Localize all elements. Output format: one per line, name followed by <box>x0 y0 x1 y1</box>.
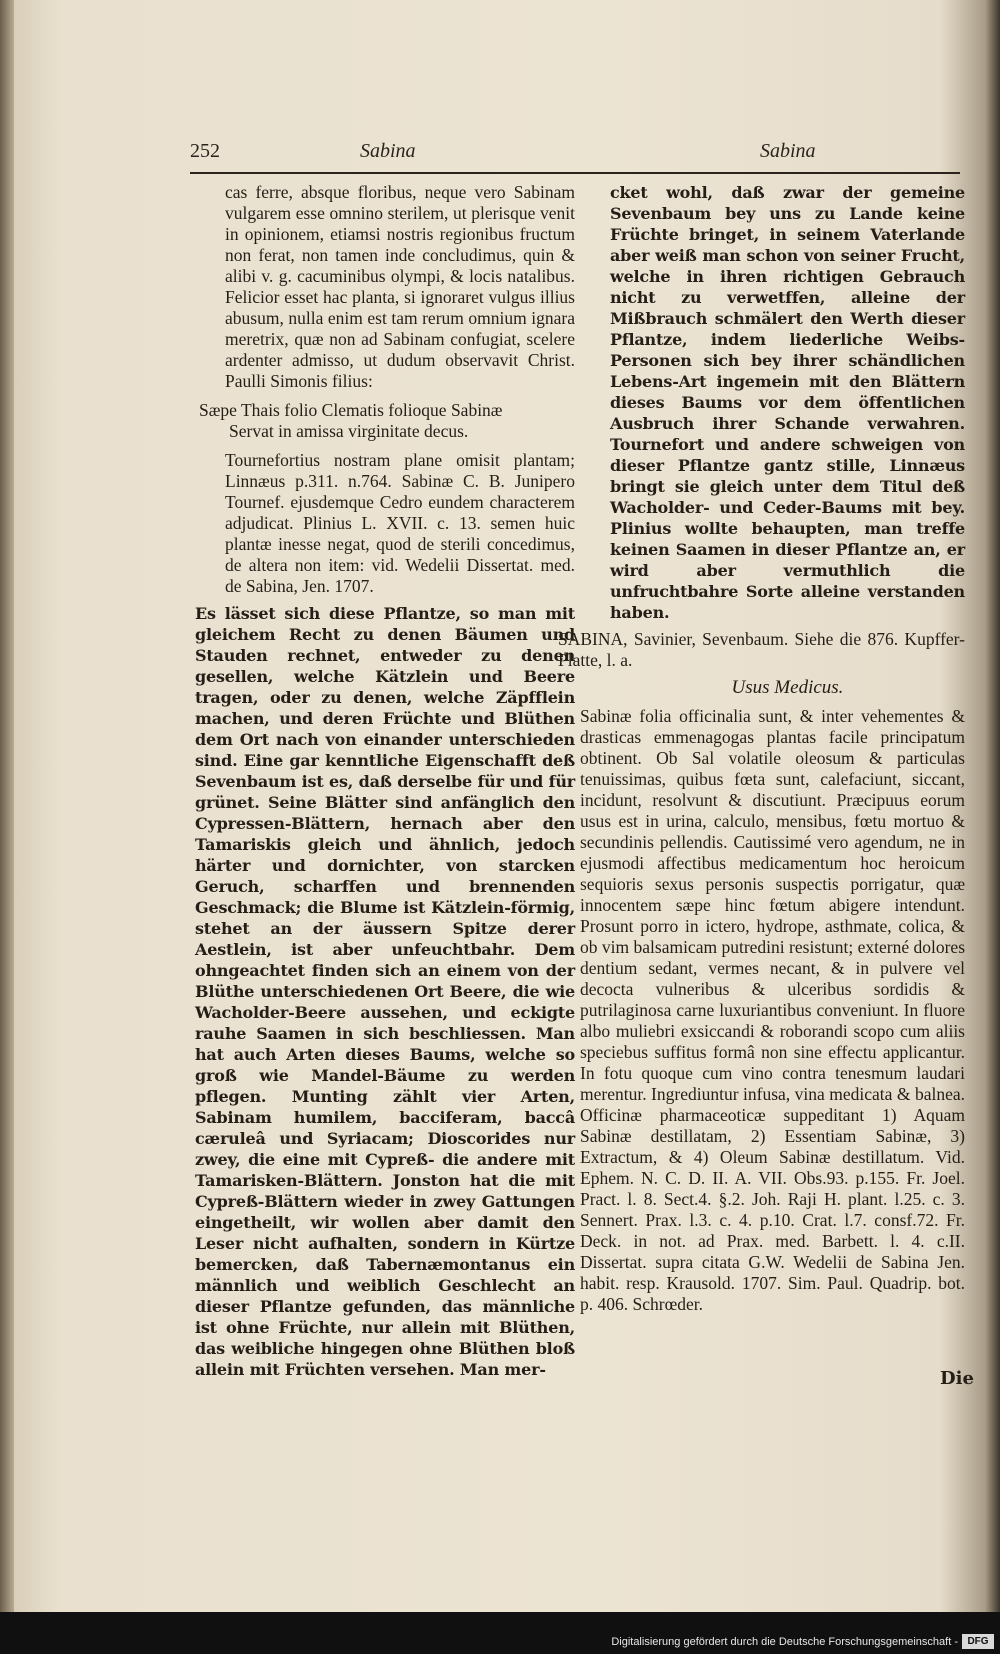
left-column <box>195 182 575 1386</box>
entry-sabina: SABINA, Savinier, Sevenbaum. Siehe die 876. Kupffer-Platte, l. a. <box>558 629 965 670</box>
book-gutter <box>0 0 14 1612</box>
footer-bar <box>0 1612 1000 1654</box>
section-heading: Usus Medicus. <box>731 677 844 698</box>
running-header <box>190 136 960 174</box>
running-title-right: Sabina <box>760 140 816 162</box>
verse-quote <box>199 400 575 442</box>
running-title-left: Sabina <box>360 140 416 162</box>
latin-paragraph-2: Tournefortius nostram plane omisit plantam; Linnæus p.311. n.764. Sabinæ C. B. Junipero Tournef. ejusdemque Cedro eundem characterem adjudicat. Plinius L. XVII. c. 13. semen huic plantæ inesse negat, quod de sterili concedimus, de altera non item: vid. Wedelii Dissertat. med. de Sabina, Jen. 1707. <box>225 450 575 596</box>
latin-paragraph-1: cas ferre, absque floribus, neque vero Sabinam vulgarem esse omnino sterilem, ut plerisque venit in opinionem, etiamsi nostris regionibus fructum non ferat, non tamen inde concludimus, quin & alibi v. g. cacuminibus olympi, & locis natalibus. Felicior esset hac planta, si ignoraret vulgus illius abusum, nulla enim est tam rerum omnium ignara meretrix, quæ non ad Sabinam confugiat, scelere ardenter admisso, ut dudum observavit Christ. Paulli Simonis filius: <box>225 182 575 391</box>
latin-paragraph-3: Sabinæ folia officinalia sunt, & inter vehementes & drasticas emmenagogas plantas facile principatum obtinent. Ob Sal volatile oleosum & particulas tenuissimas, quibus fœta sunt, calefaciunt, siccant, incidunt, resolvunt & discutiunt. Præcipuus eorum usus est in urina, calculo, mensibus, fœtu mortuo & secundinis pellendis. Cautissimé vero agendum, ne in ejusmodi affectibus medicamentum hoc heroicum sequioris sexus personis suspectis porrigatur, quæ innocentem sæpe hinc fœtum abigere intendunt. Prosunt porro in ictero, hydrope, asthmate, colica, & ob vim balsamicam putredini resistunt; externé dolores dentium sedant, vermes necant, & in pulvere vel decocta vulneribus & ulceribus sordidis & putrilaginosa carne luxuriantibus conveniunt. In fluore albo muliebri exsiccandi & roborandi scopo cum aliis speciebus suffitus formâ non sine effectu applicantur. In fotu quoque cum vino contra tenesmum laudari merentur. Ingrediuntur infusa, vina medicata & balnea. Officinæ pharmaceoticæ suppeditant 1) Aquam Sabinæ destillatam, 2) Essentiam Sabinæ, 3) Extractum, & 4) Oleum Sabinæ destillatum. Vid. Ephem. N. C. D. II. A. VII. Obs.93. p.155. Fr. Joel. Pract. l. 8. Sect.4. §.2. Joh. Raji H. plant. l.25. c. 3. Sennert. Prax. l.3. c. 4. p.10. Crat. l.7. consf.72. Fr. Deck. in not. ad Prax. med. Barbett. l. 4. c.II. Dissertat. supra citata G.W. Wedelii de Sabina Jen. habit. resp. Krausold. 1707. Sim. Paul. Quadrip. bot. p. 406. Schrœder. <box>580 706 965 1314</box>
catchword: Die <box>940 1368 974 1389</box>
dfg-logo: DFG <box>962 1634 994 1649</box>
right-column <box>558 182 965 1321</box>
page-number: 252 <box>190 140 220 162</box>
german-paragraph-1: Es lässet sich diese Pflantze, so man mit gleichem Recht zu denen Bäumen und Stauden rechnet, entweder zu denen gesellen, welche Kätzlein und Beere tragen, oder zu denen, welche Zäpfflein machen, und deren Früchte und Blüthen dem Ort nach von einander unterschieden sind. Eine gar kenntliche Eigenschafft deß Sevenbaum ist es, daß derselbe für und für grünet. Seine Blätter sind anfänglich den Cypressen-Blättern, hernach aber den Tamariskis gleich und ähnlich, jedoch härter und dornichter, von starcken Geruch, scharffen und brennenden Geschmack; die Blume ist Kätzlein-förmig, stehet an der äussern Spitze derer Aestlein, ist aber unfeuchtbahr. Dem ohngeachtet finden sich an einem von der Blüthe unterschiedenen Ort Beere, die wie Wacholder-Beere aussehen, und eckigte rauhe Saamen in sich beschliessen. Man hat auch Arten dieses Baums, welche so groß wie Mandel-Bäume zu werden pflegen. Munting zählt vier Arten, Sabinam humilem, bacciferam, baccâ cæruleâ und Syriacam; Dioscorides nur zwey, die eine mit Cypreß- die andere mit Tamarisken-Blättern. Jonston hat die mit Cypreß-Blättern wieder in zwey Gattungen eingetheilt, wir wollen aber damit den Leser nicht aufhalten, sondern in Kürtze bemercken, daß Tabernæmontanus ein männlich und weiblich Geschlecht an dieser Pflantze gefunden, das männliche ist ohne Früchte, nur allein mit Blüthen, das weibliche hingegen ohne Blüthen bloß allein mit Früchten versehen. Man mer- <box>195 604 575 1379</box>
funding-credit: Digitalisierung gefördert durch die Deutsche Forschungsgemeinschaft - <box>611 1636 958 1648</box>
verse-line-1: Sæpe Thais folio Clematis folioque Sabinæ <box>199 400 503 420</box>
verse-line-2: Servat in amissa virginitate decus. <box>229 421 469 441</box>
german-paragraph-2: cket wohl, daß zwar der gemeine Sevenbaum bey uns zu Lande keine Früchte bringet, in seinem Vaterlande aber weiß man schon von seiner Frucht, welche in ihren richtigen Gebrauch nicht zu verwetffen, alleine der Mißbrauch schmälert den Werth dieser Pflantze, indem liederliche Weibs-Personen sich bey ihrer schändlichen Lebens-Art ingemein mit den Blättern dieses Baums vor dem öffentlichen Ausbruch ihrer Schande verwahren. Tournefort und andere schweigen von dieser Pflantze gantz stille, Linnæus bringt sie gleich unter dem Titul deß Wacholder- und Ceder-Baums mit bey. Plinius wollte behaupten, man treffe keinen Saamen in dieser Pflantze an, er wird aber vermuthlich die unfruchtbahre Sorte alleine verstanden haben. <box>610 183 965 622</box>
